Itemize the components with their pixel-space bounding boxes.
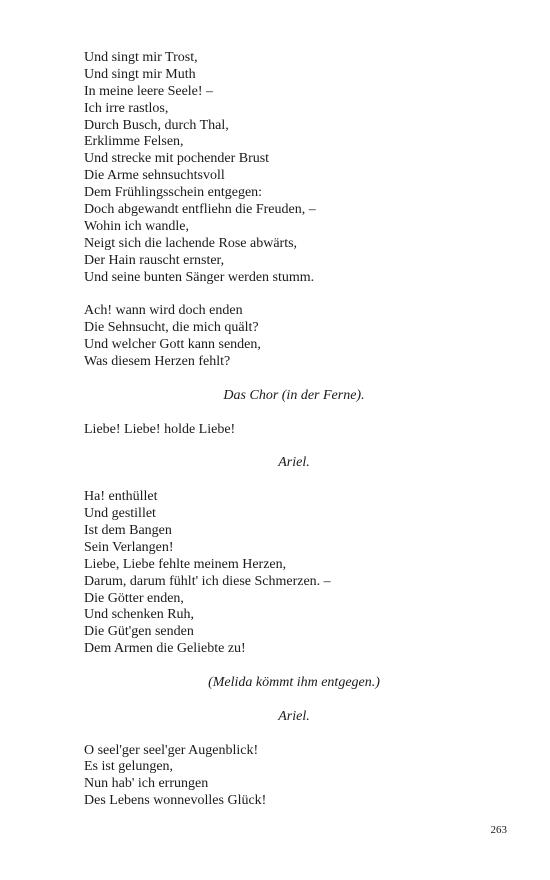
verse-line: Darum, darum fühlt' ich diese Schmerzen. – [84,573,331,589]
verse-line: Dem Armen die Geliebte zu! [84,641,246,657]
verse-line: Ist dem Bangen [84,522,172,538]
verse-line: Wohin ich wandle, [84,218,190,234]
stage-heading: Ariel. [278,708,310,724]
verse-line: Der Hain rauscht ernster, [84,252,225,268]
verse-line: O seel'ger seel'ger Augenblick! [84,742,259,758]
verse-line: Und welcher Gott kann senden, [84,337,261,353]
stanza-gap [84,658,504,675]
verse-line: Erklimme Felsen, [84,134,184,150]
verse-line: Liebe, Liebe fehlte meinem Herzen, [84,556,287,572]
stanza [84,303,504,371]
verse-line: Was diesem Herzen fehlt? [84,354,231,370]
verse-line: Und singt mir Muth [84,66,196,82]
verse-line: Ach! wann wird doch enden [84,303,243,319]
stanza-gap [84,692,504,709]
verse-line: Doch abgewandt entfliehn die Freuden, – [84,202,316,218]
stage-heading: Das Chor (in der Ferne). [223,387,365,403]
verse-line: Nun hab' ich errungen [84,776,209,792]
stage-heading: (Melida kömmt ihm entgegen.) [208,674,380,690]
stanza-gap [84,405,504,422]
verse-line: Ich irre rastlos, [84,100,169,116]
stanza-gap [84,371,504,388]
stage-heading: Ariel. [278,455,310,471]
verse-line: Und singt mir Trost, [84,50,198,65]
verse-line: Und schenken Ruh, [84,607,195,623]
verse-line: Und strecke mit pochender Brust [84,151,270,167]
stanza [84,489,504,658]
verse-line: Und gestillet [84,506,156,522]
verse-line: Es ist gelungen, [84,759,174,775]
stanza-gap [84,438,504,455]
stanza-gap [84,726,504,743]
verse-line: Die Güt'gen senden [84,624,194,640]
stanza [84,50,504,286]
poem-text [84,50,504,810]
stanza-gap [84,472,504,489]
page-number: 263 [490,824,507,836]
verse-line: In meine leere Seele! – [84,83,214,99]
verse-line: Liebe! Liebe! holde Liebe! [84,421,236,437]
verse-line: Die Arme sehnsuchtsvoll [84,168,225,184]
verse-line: Dem Frühlingsschein entgegen: [84,185,263,201]
stanza [84,422,504,439]
stanza [84,743,504,811]
verse-line: Des Lebens wonnevolles Glück! [84,793,267,809]
verse-line: Und seine bunten Sänger werden stumm. [84,269,315,285]
verse-line: Neigt sich die lachende Rose abwärts, [84,235,298,251]
verse-line: Die Sehnsucht, die mich quält? [84,320,259,336]
verse-line: Ha! enthüllet [84,489,158,505]
verse-line: Die Götter enden, [84,590,184,606]
verse-line: Durch Busch, durch Thal, [84,117,229,133]
stanza-gap [84,286,504,303]
verse-line: Sein Verlangen! [84,539,174,555]
